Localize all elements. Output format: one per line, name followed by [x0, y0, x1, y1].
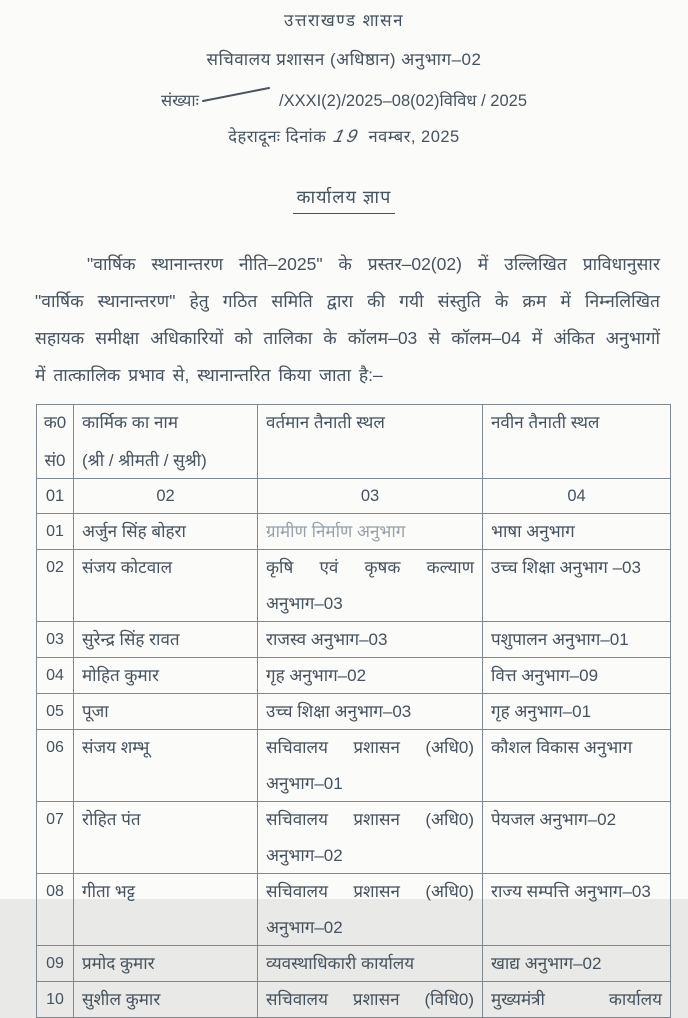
- cell-text: सचिवालय प्रशासन (अधि0): [266, 738, 474, 757]
- ref-number-line: [0, 85, 688, 111]
- cell-text: ग्रामीण निर्माण अनुभाग: [266, 522, 406, 541]
- ref-value: /XXXI(2)/2025–08(02)विविध / 2025: [278, 92, 527, 110]
- name-cell: सुशील कुमार: [74, 982, 258, 1018]
- current-posting-cell: [258, 802, 483, 874]
- current-posting-cell: [258, 730, 483, 802]
- current-posting-cell: [258, 946, 483, 982]
- cell-text: वित्त अनुभाग–09: [491, 666, 599, 685]
- table-row: [37, 802, 671, 874]
- serial-cell: 02: [37, 550, 74, 622]
- serial-cell: 08: [37, 874, 74, 946]
- cell-text: राजस्व अनुभाग–03: [266, 630, 388, 649]
- serial-cell: 04: [37, 658, 74, 694]
- name-cell: सुरेन्द्र सिंह रावत: [74, 622, 258, 658]
- cell-text: खाद्य अनुभाग–02: [491, 954, 602, 973]
- cell-text: कृषि एवं कृषक कल्याण: [266, 558, 474, 577]
- header-current-posting: वर्तमान तैनाती स्थल: [258, 405, 483, 479]
- name-cell: संजय कोटवाल: [74, 550, 258, 622]
- new-posting-cell: [483, 514, 671, 550]
- transfer-table: [36, 404, 671, 1018]
- paragraph-line: में तात्कालिक प्रभाव से, स्थानान्तरित किया जाता है:–: [35, 365, 383, 385]
- header-new-posting: नवीन तैनाती स्थल: [483, 405, 671, 479]
- cell-text: अनुभाग–02: [266, 846, 343, 865]
- ref-label: संख्याः: [161, 92, 199, 110]
- current-posting-cell: [258, 982, 483, 1018]
- header-name: कार्मिक का नाम (श्री / श्रीमती / सुश्री): [74, 405, 258, 479]
- table-row: [37, 730, 671, 802]
- table-row: [37, 982, 671, 1018]
- table-row: [37, 694, 671, 730]
- table-row: [37, 550, 671, 622]
- column-number-row: [37, 479, 671, 514]
- place-date-prefix: देहरादूनः दिनांक: [228, 128, 327, 146]
- paragraph-line: "वार्षिक स्थानान्तरण" हेतु गठित समिति द्वारा की गयी संस्तुति के क्रम में निम्नलिखित: [35, 291, 660, 311]
- transfer-table-body: [37, 514, 671, 1018]
- current-posting-cell: [258, 874, 483, 946]
- cell-text: कौशल विकास अनुभाग: [491, 738, 633, 757]
- cell-text: गृह अनुभाग–01: [491, 702, 592, 721]
- column-number: 04: [483, 479, 671, 514]
- current-posting-cell: [258, 694, 483, 730]
- cell-text: पशुपालन अनुभाग–01: [491, 630, 629, 649]
- cell-text: व्यवस्थाधिकारी कार्यालय: [266, 954, 415, 973]
- date-line: [0, 124, 688, 147]
- name-cell: गीता भट्ट: [74, 874, 258, 946]
- cell-text: भाषा अनुभाग: [491, 522, 575, 541]
- name-cell: रोहित पंत: [74, 802, 258, 874]
- table-row: [37, 514, 671, 550]
- table-row: [37, 946, 671, 982]
- cell-text: अनुभाग–01: [266, 774, 343, 793]
- serial-cell: 05: [37, 694, 74, 730]
- cell-text: उच्च शिक्षा अनुभाग –03: [491, 558, 641, 577]
- column-number: 03: [258, 479, 483, 514]
- serial-cell: 06: [37, 730, 74, 802]
- current-posting-cell: [258, 550, 483, 622]
- serial-cell: 01: [37, 514, 74, 550]
- cell-text: राज्य सम्पत्ति अनुभाग–03: [491, 882, 651, 901]
- cell-text: पेयजल अनुभाग–02: [491, 810, 617, 829]
- table-row: [37, 658, 671, 694]
- memo-title: कार्यालय ज्ञाप: [0, 185, 688, 214]
- new-posting-cell: [483, 658, 671, 694]
- new-posting-cell: [483, 622, 671, 658]
- cell-text: सचिवालय प्रशासन (अधि0): [266, 810, 474, 829]
- name-cell: मोहित कुमार: [74, 658, 258, 694]
- serial-cell: 09: [37, 946, 74, 982]
- department-line: सचिवालय प्रशासन (अधिष्ठान) अनुभाग–02: [206, 50, 482, 69]
- government-name: उत्तराखण्ड शासन: [283, 11, 405, 30]
- name-cell: प्रमोद कुमार: [74, 946, 258, 982]
- cell-text: उच्च शिक्षा अनुभाग–03: [266, 702, 412, 721]
- current-posting-cell: [258, 622, 483, 658]
- cell-text: गृह अनुभाग–02: [266, 666, 367, 685]
- header-serial: क0 सं0: [37, 405, 74, 479]
- new-posting-cell: [483, 802, 671, 874]
- date-suffix: नवम्बर, 2025: [368, 128, 460, 146]
- table-row: [37, 622, 671, 658]
- body-paragraph: [35, 246, 660, 394]
- handwritten-slash: [201, 85, 273, 108]
- current-posting-cell: [258, 514, 483, 550]
- new-posting-cell: [483, 730, 671, 802]
- new-posting-cell: [483, 550, 671, 622]
- column-number: 01: [37, 479, 74, 514]
- serial-cell: 07: [37, 802, 74, 874]
- paragraph-line: "वार्षिक स्थानान्तरण नीति–2025" के प्रस्तर–02(02) में उल्लिखित प्राविधानुसार: [87, 254, 660, 274]
- handwritten-date-day: 19: [332, 126, 364, 146]
- name-cell: संजय शम्भू: [74, 730, 258, 802]
- new-posting-cell: [483, 694, 671, 730]
- cell-text: अनुभाग–03: [266, 594, 343, 613]
- table-row: [37, 874, 671, 946]
- paragraph-line: सहायक समीक्षा अधिकारियों को तालिका के कॉलम–03 से कॉलम–04 में अंकित अनुभागों: [35, 328, 660, 348]
- cell-text: मुख्यमंत्री कार्यालय: [491, 990, 662, 1009]
- cell-text: सचिवालय प्रशासन (अधि0): [266, 882, 474, 901]
- new-posting-cell: [483, 874, 671, 946]
- table-header-row: [37, 405, 671, 479]
- serial-cell: 03: [37, 622, 74, 658]
- new-posting-cell: [483, 982, 671, 1018]
- name-cell: अर्जुन सिंह बोहरा: [74, 514, 258, 550]
- name-cell: पूजा: [74, 694, 258, 730]
- cell-text: अनुभाग–02: [266, 918, 343, 937]
- cell-text: सचिवालय प्रशासन (विधि0): [266, 990, 474, 1009]
- new-posting-cell: [483, 946, 671, 982]
- letterhead: [0, 8, 688, 147]
- serial-cell: 10: [37, 982, 74, 1018]
- column-number: 02: [74, 479, 258, 514]
- current-posting-cell: [258, 658, 483, 694]
